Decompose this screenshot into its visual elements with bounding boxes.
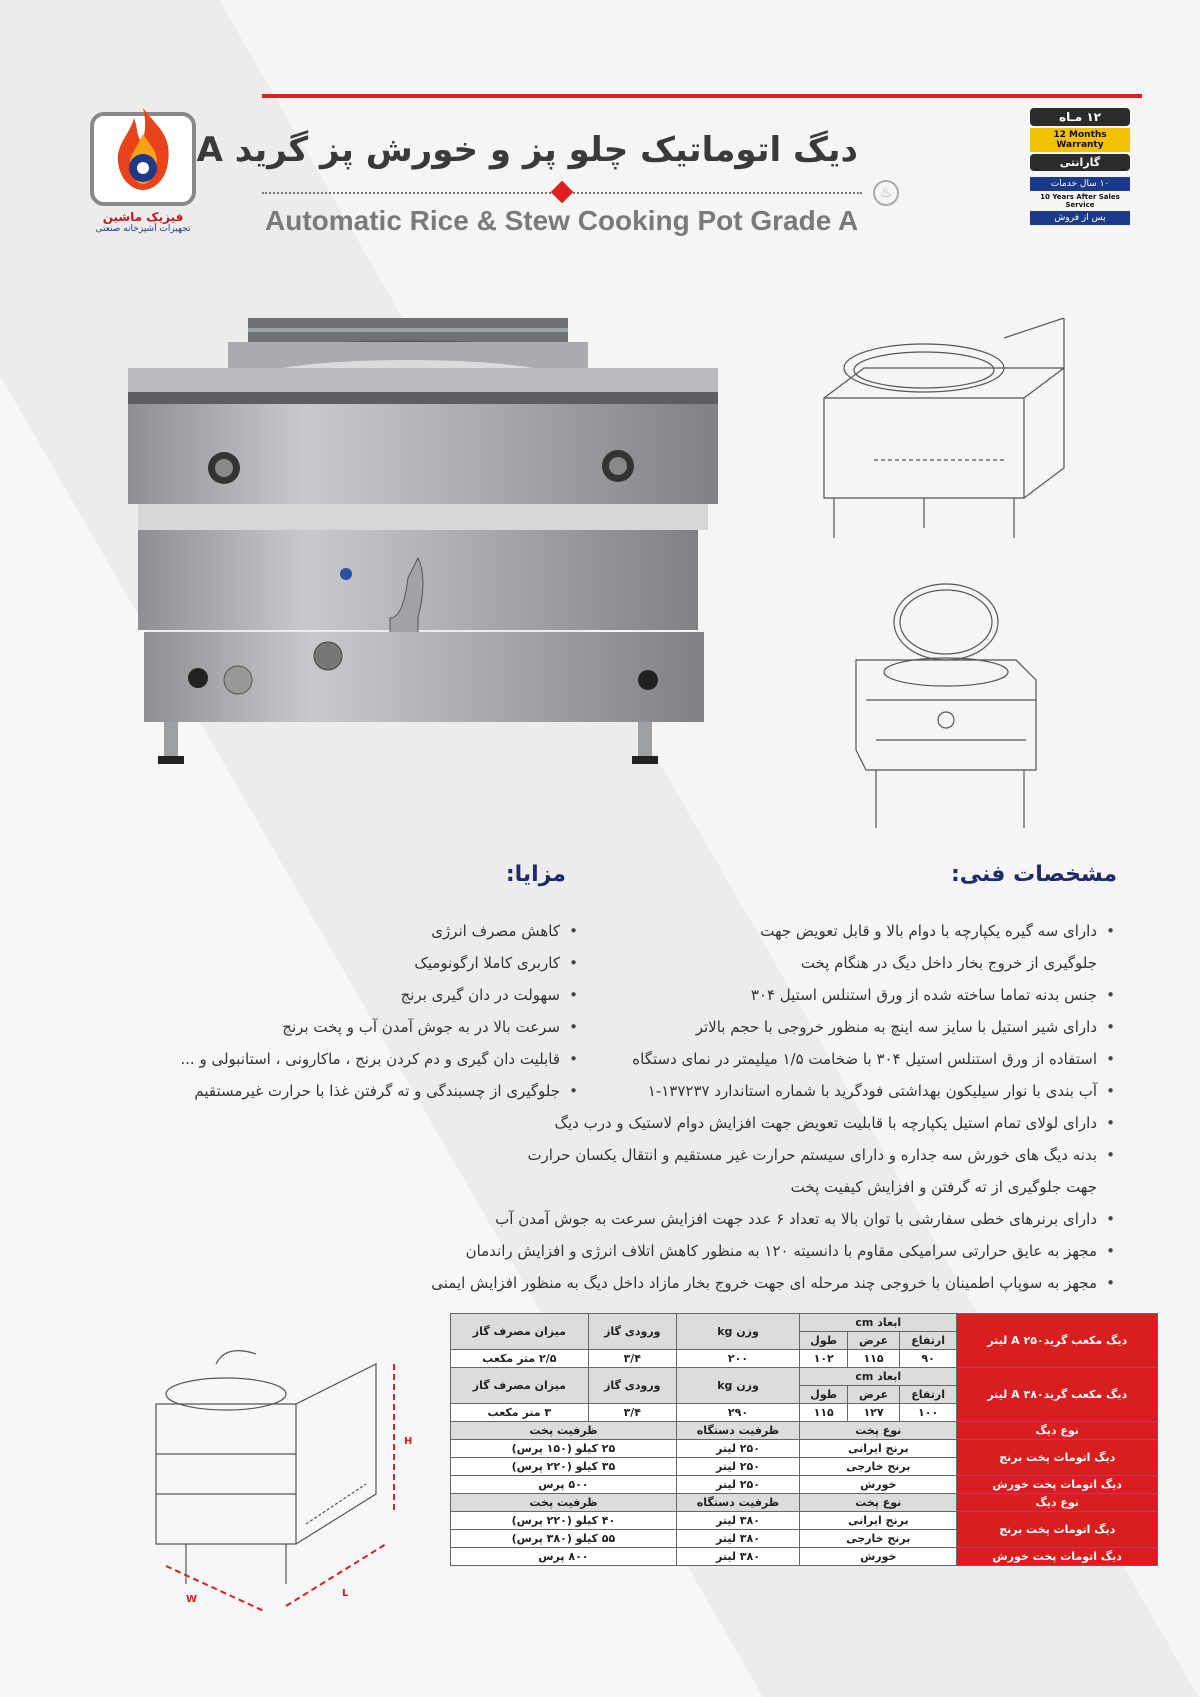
table-cell: دیگ اتومات پخت خورش bbox=[957, 1476, 1158, 1494]
table-cell: ۹۰ bbox=[899, 1350, 957, 1368]
table-cell: دیگ اتومات پخت برنج bbox=[957, 1512, 1158, 1548]
table-row bbox=[451, 1440, 1158, 1458]
table-cell: عرض bbox=[848, 1332, 899, 1350]
line-drawing-closed bbox=[814, 318, 1070, 540]
table-cell: ارتفاع bbox=[899, 1332, 957, 1350]
advantage-item: • جلوگیری از چسبندگی و ته گرفتن غذا با حرارت غیرمستقیم bbox=[180, 1075, 580, 1107]
table-cell: ۳۵ کیلو (۲۲۰ پرس) bbox=[451, 1458, 677, 1476]
spec-item: • استفاده از ورق استنلس استیل ۳۰۴ با ضخامت ۱/۵ میلیمتر در نمای دستگاه bbox=[431, 1043, 1117, 1075]
table-cell: ۵۰۰ پرس bbox=[451, 1476, 677, 1494]
brand-logo bbox=[88, 112, 198, 242]
table-cell: ۱۱۵ bbox=[848, 1350, 899, 1368]
table-cell: وزن kg bbox=[676, 1314, 799, 1350]
table-cell: نوع دیگ bbox=[957, 1494, 1158, 1512]
spec-item: • دارای برنرهای خطی سفارشی با توان بالا به تعداد ۶ عدد جهت افزایش سرعت به جوش آمدن آب bbox=[431, 1203, 1117, 1235]
dim-h-label: H bbox=[404, 1436, 413, 1447]
table-cell: ورودی گاز bbox=[588, 1368, 676, 1404]
table-cell: نوع پخت bbox=[800, 1494, 957, 1512]
table-cell: دیگ اتومات پخت برنج bbox=[957, 1440, 1158, 1476]
dim-l-label: L bbox=[342, 1588, 349, 1599]
table-cell: برنج خارجی bbox=[800, 1458, 957, 1476]
warranty-months-en: 12 Months Warranty bbox=[1030, 128, 1130, 152]
table-cell: خورش bbox=[800, 1548, 957, 1566]
logo-frame bbox=[90, 112, 196, 206]
table-row bbox=[451, 1476, 1158, 1494]
table-cell: نوع دیگ bbox=[957, 1422, 1158, 1440]
table-cell: نوع پخت bbox=[800, 1422, 957, 1440]
advantage-item: • کاربری کاملا ارگونومیک bbox=[180, 947, 580, 979]
table-cell: ۸۰۰ پرس bbox=[451, 1548, 677, 1566]
spec-item: • مجهز به سوپاپ اطمینان با خروجی چند مرحله ای جهت خروج بخار مازاد داخل دیگ به منظور افزایش ایمنی bbox=[431, 1267, 1117, 1299]
warranty-service-fa: ۱۰ سال خدمات bbox=[1030, 177, 1130, 191]
warranty-guarantee: گارانتی bbox=[1030, 154, 1130, 171]
warranty-badge bbox=[1030, 108, 1130, 228]
table-cell: میزان مصرف گاز bbox=[451, 1368, 589, 1404]
table-cell: ۱۰۲ bbox=[800, 1350, 848, 1368]
table-cell: ۵۵ کیلو (۳۸۰ پرس) bbox=[451, 1530, 677, 1548]
table-cell: عرض bbox=[848, 1386, 899, 1404]
table-cell: ۱۰۰ bbox=[899, 1404, 957, 1422]
table-cell: میزان مصرف گاز bbox=[451, 1314, 589, 1350]
table-cell: ظرفیت پخت bbox=[451, 1494, 677, 1512]
table-cell: ۳/۴ bbox=[588, 1350, 676, 1368]
table-cell: برنج خارجی bbox=[800, 1530, 957, 1548]
line-drawing-open bbox=[846, 580, 1046, 832]
table-cell: ۳ متر مکعب bbox=[451, 1404, 589, 1422]
table-cell: ورودی گاز bbox=[588, 1314, 676, 1350]
table-row bbox=[451, 1512, 1158, 1530]
spec-item: • دارای سه گیره یکپارچه با دوام بالا و قابل تعویض جهت bbox=[431, 915, 1117, 947]
spec-item: جلوگیری از خروج بخار داخل دیگ در هنگام پخت bbox=[800, 954, 1097, 972]
line-drawing-dimensions bbox=[146, 1344, 426, 1614]
table-cell: ۲/۵ متر مکعب bbox=[451, 1350, 589, 1368]
advantage-item: • قابلیت دان گیری و دم کردن برنج ، ماکارونی ، استانبولی و ... bbox=[180, 1043, 580, 1075]
table-cell: ۱۱۵ bbox=[800, 1404, 848, 1422]
product-photo bbox=[128, 318, 718, 838]
warranty-months: ۱۲ مـاه bbox=[1030, 108, 1130, 126]
table-cell: ۴۰ کیلو (۲۲۰ پرس) bbox=[451, 1512, 677, 1530]
table-row bbox=[451, 1368, 1158, 1386]
table-cell: دیگ مکعب گریدA ۳۸۰ لیتر bbox=[957, 1368, 1158, 1422]
table-cell: طول bbox=[800, 1332, 848, 1350]
warranty-service-en: 10 Years After Sales Service bbox=[1040, 193, 1120, 209]
table-row bbox=[451, 1314, 1158, 1332]
spec-item: • بدنه دیگ های خورش سه جداره و دارای سیستم حرارت غیر مستقیم و انتقال یکسان حرارت bbox=[431, 1139, 1117, 1171]
spec-item: • جنس بدنه تماما ساخته شده از ورق استنلس استیل ۳۰۴ bbox=[431, 979, 1117, 1011]
spec-item: • دارای لولای تمام استیل یکپارچه با قابلیت تعویض جهت افزایش دوام لاستیک و درب دیگ bbox=[431, 1107, 1117, 1139]
table-cell: خورش bbox=[800, 1476, 957, 1494]
table-cell: ۲۵ کیلو (۱۵۰ پرس) bbox=[451, 1440, 677, 1458]
table-cell: ابعاد cm bbox=[800, 1314, 957, 1332]
table-cell: طول bbox=[800, 1386, 848, 1404]
advantage-item: • کاهش مصرف انرژی bbox=[180, 915, 580, 947]
spec-item: جهت جلوگیری از ته گرفتن و افزایش کیفیت پخت bbox=[790, 1178, 1097, 1196]
flame-gear-icon bbox=[106, 104, 180, 200]
spec-item: • آب بندی با نوار سیلیکون بهداشتی فودگرید با شماره استاندارد ۱۳۷۲۳۷-۱ bbox=[431, 1075, 1117, 1107]
table-cell: ۲۵۰ لیتر bbox=[676, 1458, 799, 1476]
table-cell: ۳۸۰ لیتر bbox=[676, 1512, 799, 1530]
header-red-line bbox=[262, 94, 1142, 98]
fire-icon: ♨ bbox=[873, 180, 899, 206]
table-cell: ۳/۴ bbox=[588, 1404, 676, 1422]
table-cell: ارتفاع bbox=[899, 1386, 957, 1404]
table-cell: وزن kg bbox=[676, 1368, 799, 1404]
specs-list bbox=[431, 915, 1117, 1299]
table-cell: ظرفیت دستگاه bbox=[676, 1494, 799, 1512]
advantages-title: مزایا: bbox=[505, 862, 566, 887]
dim-w-label: W bbox=[186, 1594, 198, 1605]
brand-name: فیزیک ماشین bbox=[102, 210, 184, 224]
table-cell: ۲۵۰ لیتر bbox=[676, 1476, 799, 1494]
warranty-after-sales: پس از فروش bbox=[1030, 211, 1130, 225]
table-row bbox=[451, 1422, 1158, 1440]
table-cell: ظرفیت دستگاه bbox=[676, 1422, 799, 1440]
advantage-item: • سهولت در دان گیری برنج bbox=[180, 979, 580, 1011]
table-cell: ۱۲۷ bbox=[848, 1404, 899, 1422]
spec-item: • دارای شیر استیل با سایز سه اینچ به منظور خروجی با حجم بالاتر bbox=[431, 1011, 1117, 1043]
spec-item: • مجهز به عایق حرارتی سرامیکی مقاوم با دانسیته ۱۲۰ به منظور کاهش اتلاف انرژی و افزایش راندمان bbox=[431, 1235, 1117, 1267]
table-cell: ۲۵۰ لیتر bbox=[676, 1440, 799, 1458]
table-cell: دیگ مکعب گریدA ۲۵۰ لیتر bbox=[957, 1314, 1158, 1368]
specs-title: مشخصات فنی: bbox=[950, 862, 1117, 887]
table-cell: ظرفیت پخت bbox=[451, 1422, 677, 1440]
table-cell: برنج ایرانی bbox=[800, 1440, 957, 1458]
brand-subtitle: تجهیزات آشپزخانه صنعتی bbox=[95, 224, 191, 234]
table-cell: ابعاد cm bbox=[800, 1368, 957, 1386]
table-cell: دیگ اتومات پخت خورش bbox=[957, 1548, 1158, 1566]
spec-table bbox=[450, 1313, 1158, 1566]
advantage-item: • سرعت بالا در به جوش آمدن آب و پخت برنج bbox=[180, 1011, 580, 1043]
table-cell: ۳۸۰ لیتر bbox=[676, 1548, 799, 1566]
table-cell: ۲۹۰ bbox=[676, 1404, 799, 1422]
page-title-fa: دیگ اتوماتیک چلو پز و خورش پز گرید A bbox=[196, 130, 858, 170]
page-title-en: Automatic Rice & Stew Cooking Pot Grade A bbox=[265, 205, 859, 236]
table-cell: برنج ایرانی bbox=[800, 1512, 957, 1530]
table-row bbox=[451, 1548, 1158, 1566]
table-cell: ۲۰۰ bbox=[676, 1350, 799, 1368]
table-cell: ۳۸۰ لیتر bbox=[676, 1530, 799, 1548]
table-row bbox=[451, 1494, 1158, 1512]
